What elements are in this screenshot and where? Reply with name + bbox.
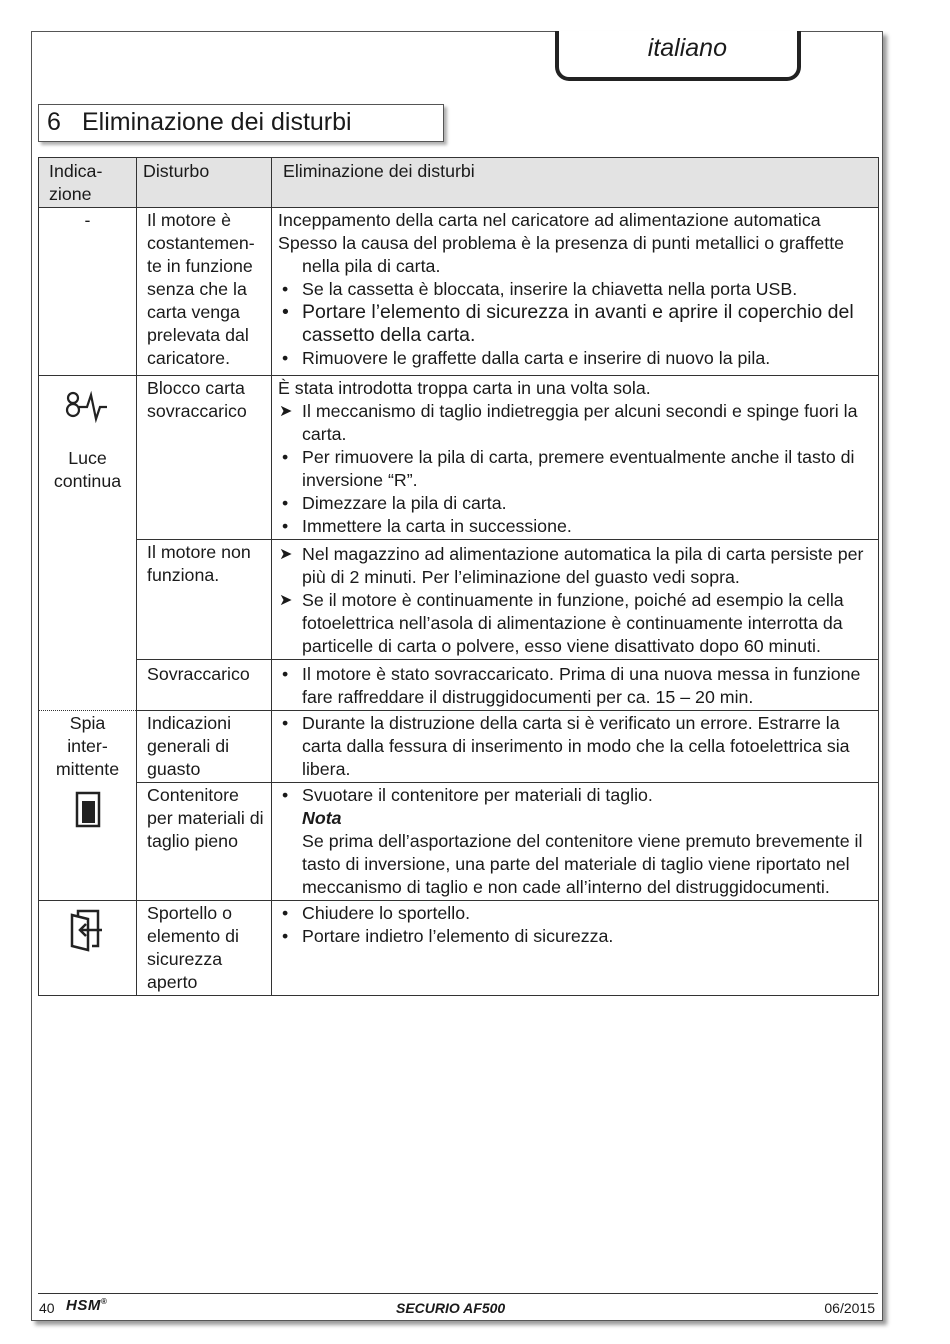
bullet-text: Il motore è stato sovraccaricato. Prima di una nuova messa in funzione fare raffreddare il distruggidocumenti per ca. 15 – 20 min. <box>302 664 861 707</box>
section-title: Eliminazione dei disturbi <box>82 108 352 136</box>
table-row <box>39 376 879 540</box>
bullet-text: Se la cassetta è bloccata, inserire la chiavetta nella porta USB. <box>302 279 798 299</box>
bullet-icon: • <box>282 926 289 946</box>
brand-name: HSM <box>66 1297 101 1314</box>
bullet-text: Portare l’elemento di sicurezza in avanti e aprire il coperchio del cassetto della carta. <box>302 301 854 346</box>
bullet-icon: • <box>282 279 289 299</box>
troubleshooting-table <box>38 157 879 996</box>
page-number: 40 <box>39 1300 55 1316</box>
brand-logo <box>66 1297 107 1314</box>
solution-cell <box>272 901 879 996</box>
solution-cell <box>272 540 879 660</box>
arrow-item <box>278 400 872 446</box>
indication-cell <box>39 711 137 783</box>
section-heading <box>38 104 444 142</box>
bullet-text: Svuotare il contenitore per materiali di taglio. <box>302 785 653 805</box>
language-tab <box>555 31 801 81</box>
note-block <box>278 807 872 899</box>
solution-cell <box>272 783 879 901</box>
model-name: SECURIO AF500 <box>396 1300 506 1316</box>
fault-cell <box>137 711 272 783</box>
bullet-icon: • <box>282 713 289 733</box>
indication-cell: - <box>39 208 137 376</box>
bullet-text: Nel magazzino ad alimentazione automatica la pila di carta persiste per più di 2 minuti. Per l’eliminazione del guasto vedi sopra. <box>302 544 864 587</box>
table-header-row <box>39 158 879 208</box>
bullet-text: Dimezzare la pila di carta. <box>302 493 507 513</box>
arrow-item <box>278 589 872 658</box>
bullet-icon: • <box>282 664 289 684</box>
document-date: 06/2015 <box>824 1300 875 1316</box>
bullet-text: Immettere la carta in successione. <box>302 516 572 536</box>
section-number: 6 <box>47 108 61 136</box>
paper-jam-pulse-icon <box>65 385 111 425</box>
bullet-text: Chiudere lo sportello. <box>302 903 471 923</box>
bullet-item <box>278 347 872 370</box>
bullet-item <box>278 925 872 948</box>
table-row <box>39 711 879 783</box>
fault-cell <box>137 208 272 376</box>
bullet-item <box>278 301 872 347</box>
bullet-item <box>278 278 872 301</box>
indication-cell <box>39 376 137 540</box>
solution-cell <box>272 208 879 376</box>
footer-divider <box>38 1293 878 1294</box>
fault-cell: Sportello o elemento di sicurezza aperto <box>137 901 272 996</box>
arrow-icon: ➤ <box>279 403 293 420</box>
bullet-icon: • <box>282 493 289 513</box>
table-row <box>39 208 879 376</box>
table-row <box>39 901 879 996</box>
arrow-icon: ➤ <box>279 546 293 563</box>
open-door-icon <box>68 908 108 952</box>
bullet-text: Rimuovere le graffette dalla carta e inserire di nuovo la pila. <box>302 348 771 368</box>
indication-cell-empty <box>39 660 137 711</box>
table-row <box>39 540 879 660</box>
full-bin-icon <box>73 790 103 830</box>
bullet-text: Se il motore è continuamente in funzione, poiché ad esempio la cella fotoelettrica nell’asola di alimentazione è continuamente interrotta da particelle di carta o polvere, esso viene disattivato dopo 60 minuti. <box>302 590 844 656</box>
fault-cell <box>137 376 272 540</box>
table-row <box>39 783 879 901</box>
indication-label: Spia inter-mittente <box>55 712 120 779</box>
fault-text: Indicazioni generali di guasto <box>147 713 232 779</box>
fault-text: Il motore è costantemen-te in funzione senza che la carta venga prelevata dal caricatore. <box>147 210 255 368</box>
solution-lead: Inceppamento della carta nel caricatore ad alimentazione automatica <box>278 210 821 230</box>
brand-mark: ® <box>100 1297 108 1306</box>
bullet-item <box>278 663 872 709</box>
fault-cell <box>137 540 272 660</box>
indication-cell <box>39 783 137 901</box>
arrow-icon: ➤ <box>279 592 293 609</box>
bullet-icon: • <box>282 903 289 923</box>
bullet-item <box>278 515 872 538</box>
solution-cell <box>272 711 879 783</box>
bullet-item <box>278 492 872 515</box>
bullet-text: Per rimuovere la pila di carta, premere eventualmente anche il tasto di inversione “R”. <box>302 447 855 490</box>
bullet-item <box>278 712 872 781</box>
header-indication: Indica- zione <box>39 158 137 208</box>
fault-cell: Contenitore per materiali di taglio pieno <box>137 783 272 901</box>
bullet-item <box>278 446 872 492</box>
bullet-icon: • <box>282 516 289 536</box>
header-fault: Disturbo <box>137 158 272 208</box>
solution-lead: È stata introdotta troppa carta in una volta sola. <box>278 378 651 398</box>
indication-cell-empty <box>39 540 137 660</box>
bullet-icon: • <box>282 447 289 467</box>
table-row <box>39 660 879 711</box>
fault-text: Blocco carta sovraccarico <box>147 378 247 421</box>
language-label: italiano <box>647 34 727 62</box>
bullet-item <box>278 784 872 807</box>
solution-lead-2: Spesso la causa del problema è la presenza di punti metallici o graffette nella pila di carta. <box>278 233 845 276</box>
note-text: Se prima dell’asportazione del contenitore viene premuto brevemente il tasto di inversione, una parte del materiale di taglio viene riportato nel meccanismo di taglio e non cade all’interno del distruggidocumenti. <box>302 831 863 897</box>
solution-cell <box>272 660 879 711</box>
bullet-icon: • <box>282 348 289 368</box>
solution-cell <box>272 376 879 540</box>
bullet-text: Portare indietro l’elemento di sicurezza. <box>302 926 614 946</box>
bullet-icon: • <box>282 785 289 805</box>
fault-text: Il motore non funziona. <box>147 542 251 585</box>
fault-cell: Sovraccarico <box>137 660 272 711</box>
indication-cell <box>39 901 137 996</box>
bullet-icon: • <box>282 301 289 323</box>
note-label: Nota <box>302 808 342 828</box>
bullet-text: Durante la distruzione della carta si è verificato un errore. Estrarre la carta dalla fessura di inserimento in modo che la cella fotoelettrica sia libera. <box>302 713 850 779</box>
arrow-item <box>278 543 872 589</box>
bullet-text: Il meccanismo di taglio indietreggia per alcuni secondi e spinge fuori la carta. <box>302 401 858 444</box>
header-solution: Eliminazione dei disturbi <box>272 158 879 208</box>
bullet-item <box>278 902 872 925</box>
indication-label: Luce continua <box>53 448 122 491</box>
